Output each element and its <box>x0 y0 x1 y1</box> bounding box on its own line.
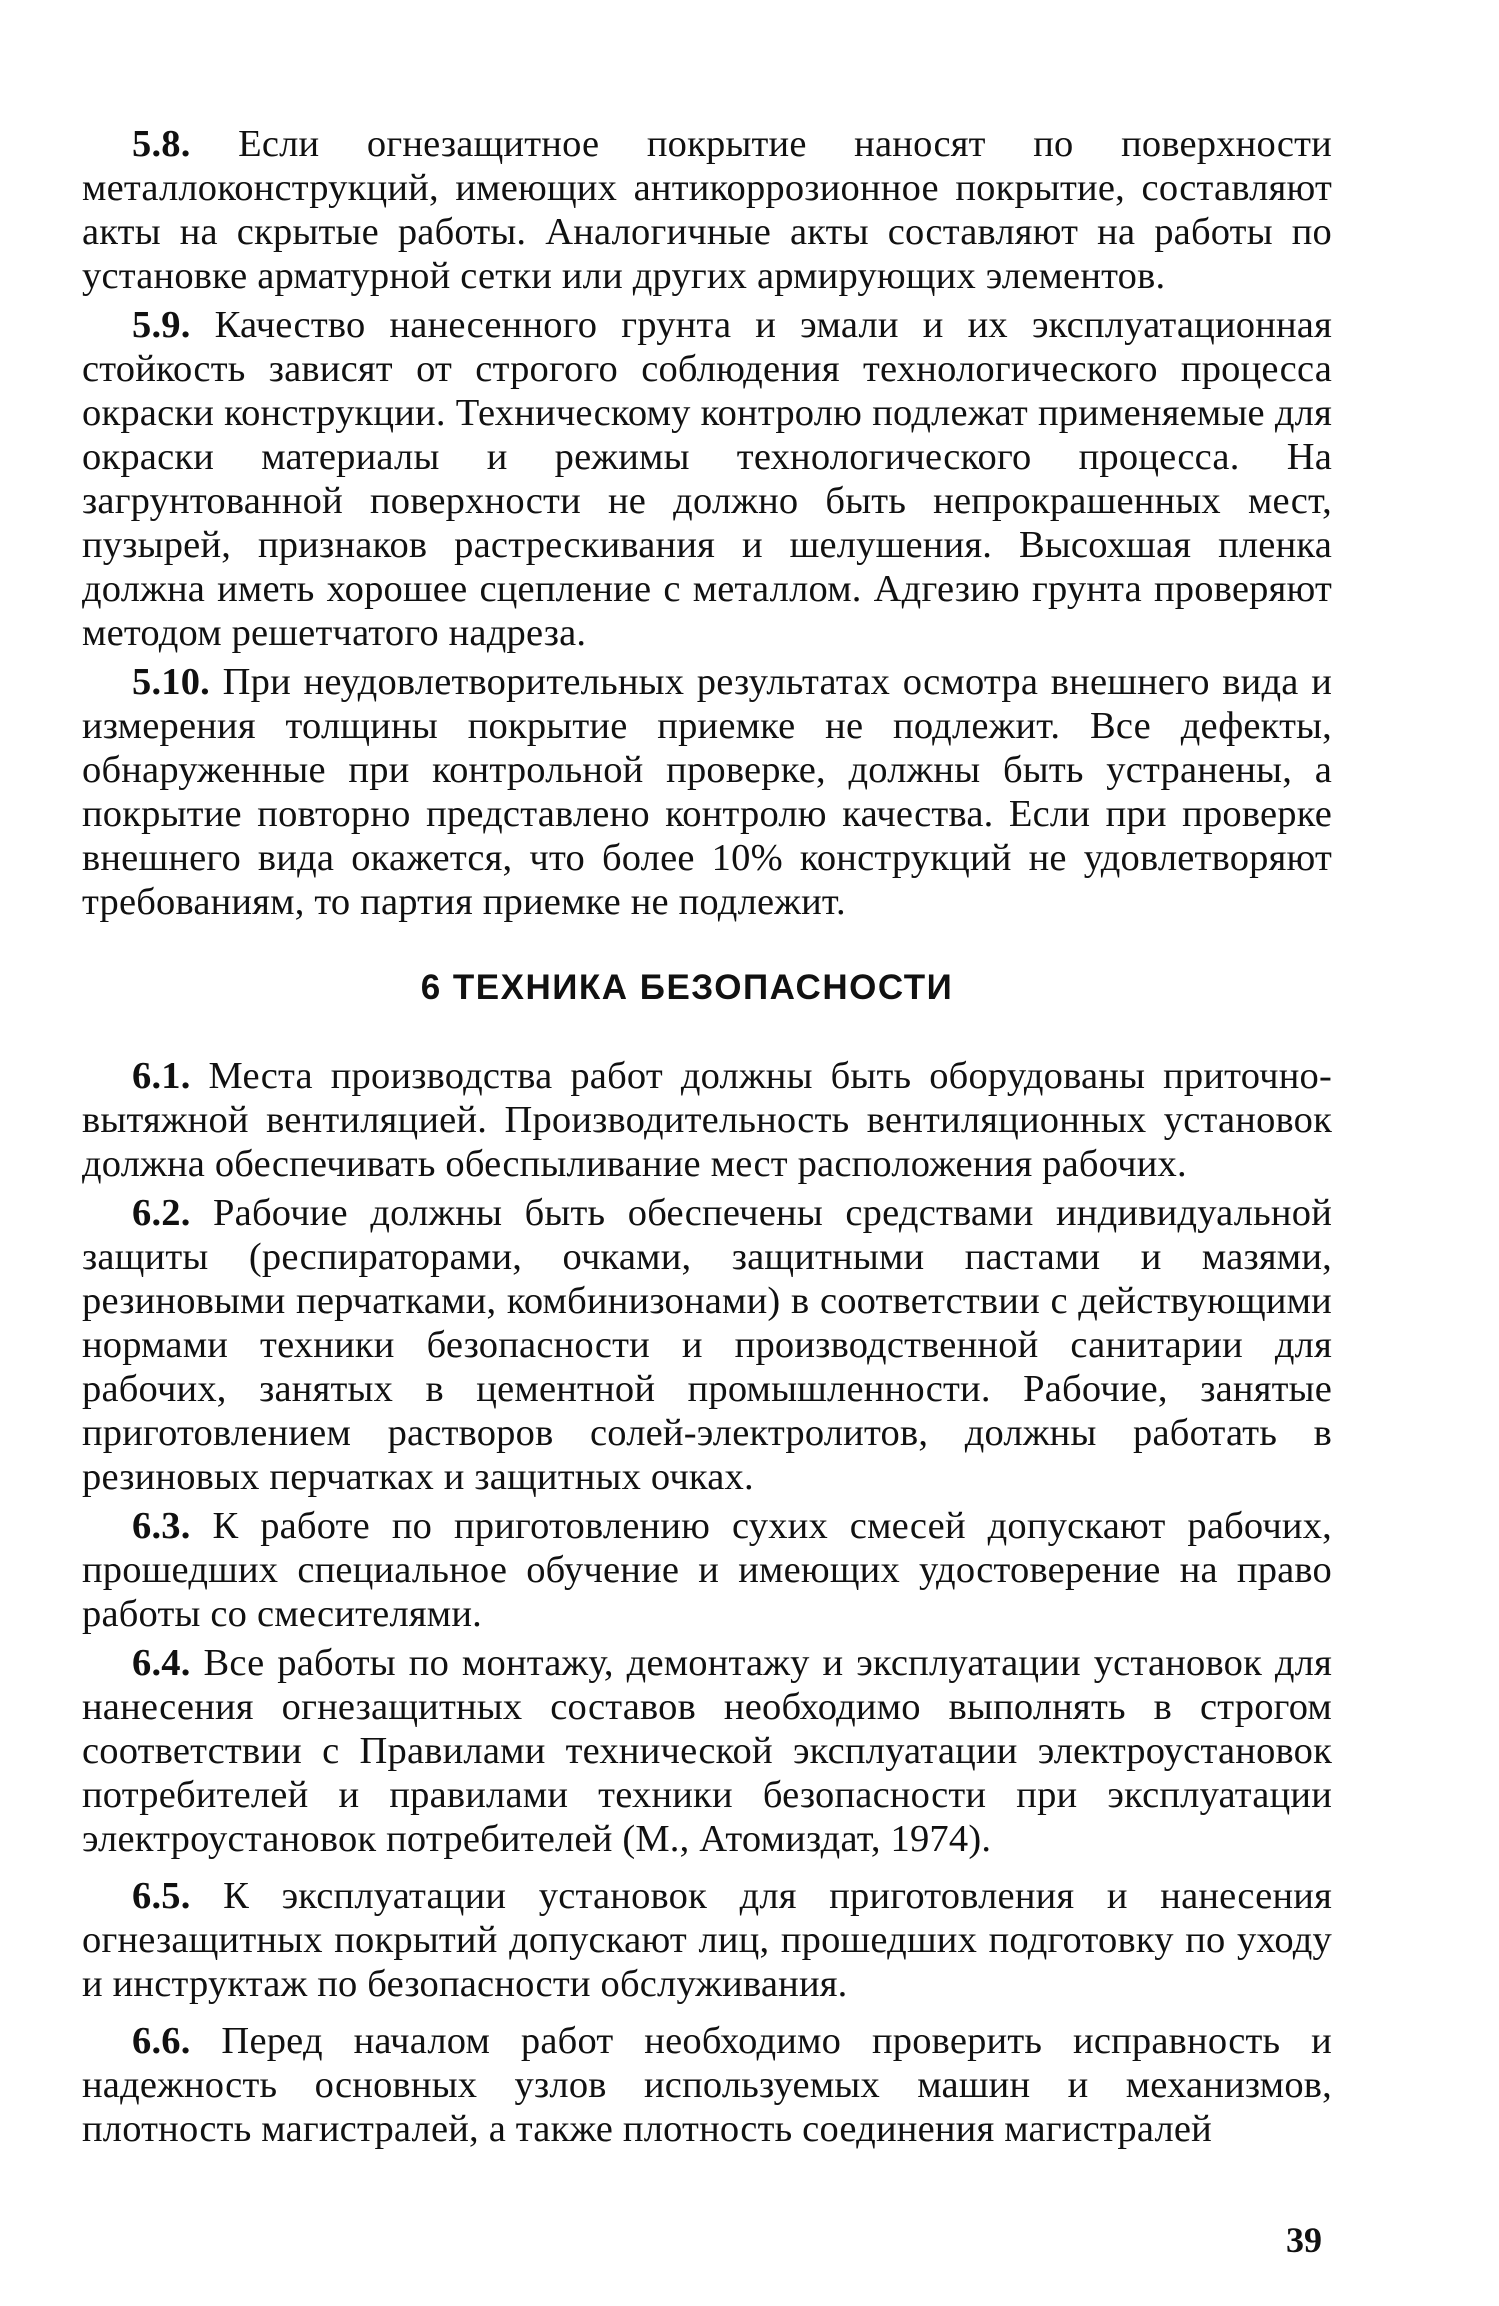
paragraph-number: 6.2. <box>132 1192 191 1234</box>
paragraph-6-6 <box>82 2019 1332 2151</box>
paragraph-number: 6.4. <box>132 1642 191 1684</box>
paragraph-number: 6.5. <box>132 1875 191 1917</box>
paragraph-text: Все работы по монтажу, демонтажу и эксплуатации установок для нанесения огнезащитных составов необходимо выполнять в строгом соответствии с Правилами технической эксплуатации электроустановок потребителей и правилами техники безопасности при эксплуатации электроустановок потребителей (М., Атомиздат, 1974). <box>82 1642 1332 1860</box>
paragraph-text: Если огнезащитное покрытие наносят по поверхности металлоконструкций, имеющих антикоррозионное покрытие, составляют акты на скрытые работы. Аналогичные акты составляют на работы по установке арматурной сетки или других армирующих элементов. <box>82 123 1332 297</box>
paragraph-text: К работе по приготовлению сухих смесей допускают рабочих, прошедших специальное обучение и имеющих удостоверение на право работы со смесителями. <box>82 1505 1332 1635</box>
paragraph-number: 6.6. <box>132 2020 191 2062</box>
paragraph-text: Места производства работ должны быть оборудованы приточно-вытяжной вентиляцией. Производительность вентиляционных установок должна обеспечивать обеспыливание мест расположения рабочих. <box>82 1055 1332 1185</box>
paragraph-5-8 <box>82 122 1332 298</box>
paragraph-5-9 <box>82 303 1332 655</box>
paragraph-number: 6.3. <box>132 1505 191 1547</box>
paragraph-6-2 <box>82 1191 1332 1499</box>
paragraph-5-10 <box>82 660 1332 924</box>
paragraph-text: При неудовлетворительных результатах осмотра внешнего вида и измерения толщины покрытие приемке не подлежит. Все дефекты, обнаруженные при контрольной проверке, должны быть устранены, а покрытие повторно представлено контролю качества. Если при проверке внешнего вида окажется, что более 10% конструкций не удовлетворяют требованиям, то партия приемке не подлежит. <box>82 661 1332 923</box>
page-number: 39 <box>1286 2220 1322 2260</box>
paragraph-number: 5.8. <box>132 123 191 165</box>
paragraph-6-3 <box>82 1504 1332 1636</box>
paragraph-number: 6.1. <box>132 1055 191 1097</box>
paragraph-text: К эксплуатации установок для приготовления и нанесения огнезащитных покрытий допускают лиц, прошедших подготовку по уходу и инструктаж по безопасности обслуживания. <box>82 1875 1332 2005</box>
document-page <box>82 122 1332 2272</box>
paragraph-text: Рабочие должны быть обеспечены средствами индивидуальной защиты (респираторами, очками, защитными пастами и мазями, резиновыми перчатками, комбинизонами) в соответствии с действующими нормами техники безопасности и производственной санитарии для рабочих, занятых в цементной промышленности. Рабочие, занятые приготовлением растворов солей-электролитов, должны работать в резиновых перчатках и защитных очках. <box>82 1192 1332 1498</box>
paragraph-number: 5.9. <box>132 304 191 346</box>
paragraph-6-1 <box>82 1054 1332 1186</box>
section-heading: 6 ТЕХНИКА БЕЗОПАСНОСТИ <box>420 968 954 1007</box>
paragraph-text: Перед началом работ необходимо проверить исправность и надежность основных узлов используемых машин и механизмов, плотность магистралей, а также плотность соединения магистралей <box>82 2020 1332 2150</box>
paragraph-6-5 <box>82 1874 1332 2006</box>
paragraph-6-4 <box>82 1641 1332 1861</box>
paragraph-number: 5.10. <box>132 661 210 703</box>
paragraph-text: Качество нанесенного грунта и эмали и их эксплуатационная стойкость зависят от строгого соблюдения технологического процесса окраски конструкции. Техническому контролю подлежат применяемые для окраски материалы и режимы технологического процесса. На загрунтованной поверхности не должно быть непрокрашенных мест, пузырей, признаков растрескивания и шелушения. Высохшая пленка должна иметь хорошее сцепление с металлом. Адгезию грунта проверяют методом решетчатого надреза. <box>82 304 1332 654</box>
